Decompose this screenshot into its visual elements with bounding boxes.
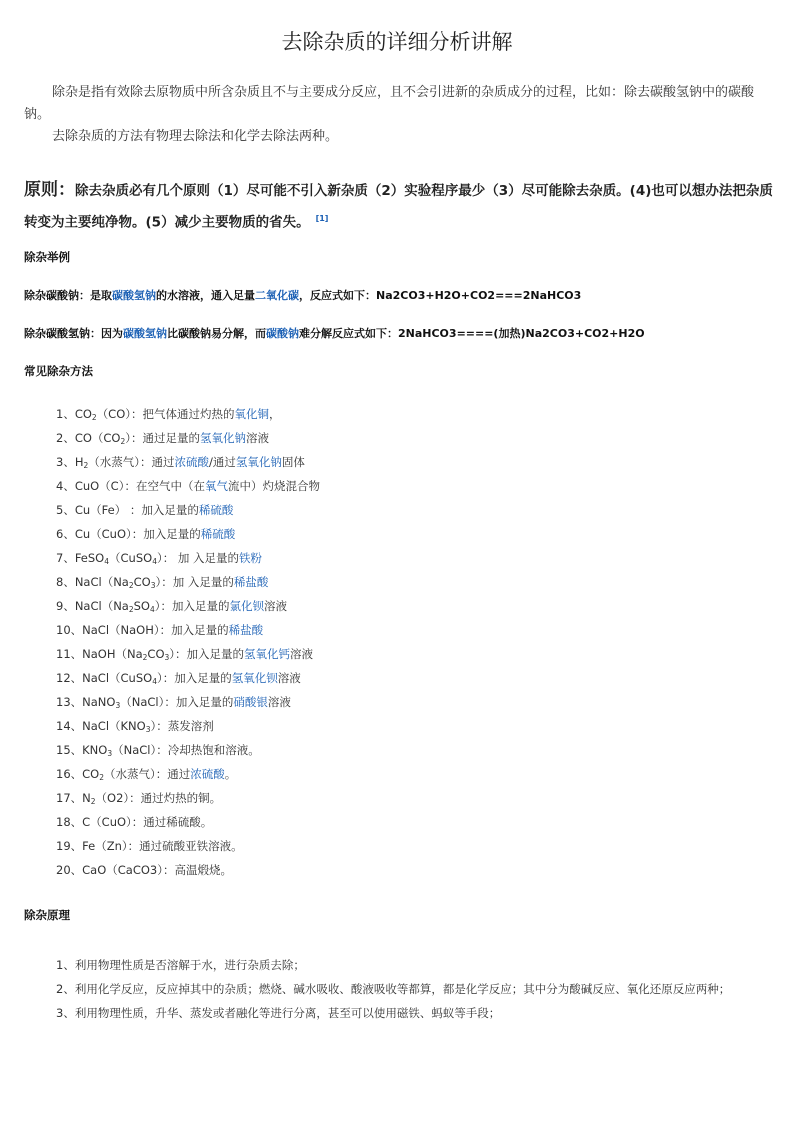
examples-heading: 除杂举例 bbox=[24, 250, 70, 264]
method-text: （水蒸气）：通过 bbox=[104, 767, 191, 781]
subscript: 2 bbox=[128, 581, 134, 590]
method-text: 12、NaCl（CuSO bbox=[56, 671, 153, 685]
method-text: （NaCl）：冷却热饱和溶液。 bbox=[112, 743, 260, 757]
subscript: 2 bbox=[99, 773, 104, 782]
method-item bbox=[56, 738, 776, 762]
example-sodium-bicarbonate bbox=[24, 325, 784, 341]
methods-heading: 常见除杂方法 bbox=[24, 364, 93, 378]
subscript: 2 bbox=[142, 653, 148, 662]
method-text: 1、CO bbox=[56, 407, 92, 421]
method-item bbox=[56, 498, 776, 522]
example-text: 难分解反应式如下：2NaHCO3====(加热)Na2CO3+CO2+H2O bbox=[299, 327, 645, 340]
subscript: 2 bbox=[128, 605, 134, 614]
method-item bbox=[56, 810, 776, 834]
reference-link[interactable]: [1] bbox=[315, 214, 329, 223]
method-text: ）：加入足量的 bbox=[154, 599, 230, 613]
method-item bbox=[56, 786, 776, 810]
intro-paragraph-2: 去除杂质的方法有物理去除法和化学去除法两种。 bbox=[52, 129, 339, 144]
chemical-link[interactable]: 氢氧化钠 bbox=[200, 431, 247, 445]
method-text: 6、Cu（CuO）：加入足量的 bbox=[56, 527, 201, 541]
subscript: 4 bbox=[152, 557, 157, 566]
method-text: 13、NaNO bbox=[56, 695, 116, 709]
method-text: ）：加 入足量的 bbox=[155, 575, 234, 589]
subscript: 4 bbox=[149, 605, 155, 614]
chemical-link[interactable]: 稀盐酸 bbox=[233, 575, 269, 589]
method-item bbox=[56, 834, 776, 858]
method-text: （CuSO bbox=[109, 551, 153, 565]
method-text: ）：加入足量的 bbox=[169, 647, 245, 661]
method-text: SO bbox=[133, 599, 150, 613]
theory-list bbox=[56, 953, 776, 1025]
method-text: （NaCl）：加入足量的 bbox=[120, 695, 234, 709]
method-text: ）： 加 入足量的 bbox=[156, 551, 240, 565]
chemical-link[interactable]: 浓硫酸 bbox=[174, 455, 209, 469]
method-item bbox=[56, 714, 776, 738]
subscript: 3 bbox=[145, 725, 151, 734]
method-text: 7、FeSO bbox=[56, 551, 105, 565]
chemical-link[interactable]: 氢氧化钠 bbox=[235, 455, 282, 469]
method-text: （O2）：通过灼热的铜。 bbox=[95, 791, 222, 805]
method-text: 。 bbox=[224, 767, 237, 781]
chemical-link[interactable]: 硝酸银 bbox=[233, 695, 268, 709]
method-text: 溶液 bbox=[264, 599, 288, 613]
subscript: 3 bbox=[115, 701, 121, 710]
principle-lead: 原则： bbox=[24, 180, 75, 200]
method-text: 11、NaOH（Na bbox=[56, 647, 143, 661]
method-text: 19、Fe（Zn）：通过硫酸亚铁溶液。 bbox=[56, 839, 243, 853]
chemical-link[interactable]: 浓硫酸 bbox=[190, 767, 225, 781]
chemical-link[interactable]: 氢氧化钡 bbox=[231, 671, 278, 685]
chemical-link[interactable]: 稀硫酸 bbox=[200, 527, 236, 541]
subscript: 2 bbox=[91, 413, 97, 422]
chemical-link[interactable]: 氯化钡 bbox=[229, 599, 265, 613]
intro-paragraph-1: 除杂是指有效除去原物质中所含杂质且不与主要成分反应，且不会引进新的杂质成分的过程，比如：除去碳酸氢钠中的碳酸钠。 bbox=[24, 85, 755, 122]
methods-list bbox=[56, 402, 776, 882]
method-item bbox=[56, 762, 776, 786]
theory-item: 1、利用物理性质是否溶解于水，进行杂质去除； bbox=[56, 958, 305, 972]
link-carbon-dioxide[interactable]: 二氧化碳 bbox=[255, 289, 299, 302]
method-item bbox=[56, 450, 776, 474]
example-text: 除杂碳酸氢钠：因为 bbox=[24, 327, 123, 340]
method-text: 流中）灼烧混合物 bbox=[227, 479, 320, 493]
method-text: 3、H bbox=[56, 455, 84, 469]
chemical-link[interactable]: 稀盐酸 bbox=[228, 623, 264, 637]
chemical-link[interactable]: 氧气 bbox=[204, 479, 228, 493]
chemical-link[interactable]: 氢氧化钙 bbox=[244, 647, 291, 661]
example-text: 比碳酸钠易分解，而 bbox=[167, 327, 266, 340]
subscript: 4 bbox=[152, 677, 157, 686]
subscript: 3 bbox=[164, 653, 170, 662]
method-text: 16、CO bbox=[56, 767, 100, 781]
method-item bbox=[56, 474, 776, 498]
subscript: 2 bbox=[120, 437, 126, 446]
method-text: 溶液 bbox=[290, 647, 314, 661]
method-item bbox=[56, 690, 776, 714]
method-item bbox=[56, 402, 776, 426]
method-text: 4、CuO（C）：在空气中（在 bbox=[56, 479, 205, 493]
method-item bbox=[56, 858, 776, 882]
theory-heading: 除杂原理 bbox=[24, 908, 70, 922]
subscript: 2 bbox=[83, 461, 89, 470]
subscript: 4 bbox=[104, 557, 110, 566]
method-item bbox=[56, 570, 776, 594]
example-text: 除杂碳酸钠：是取 bbox=[24, 289, 112, 302]
method-text: 18、C（CuO）：通过稀硫酸。 bbox=[56, 815, 213, 829]
method-text: 溶液 bbox=[277, 671, 301, 685]
method-text: CO bbox=[133, 575, 151, 589]
method-text: ）：蒸发溶剂 bbox=[150, 719, 214, 733]
method-text: 10、NaCl（NaOH）：加入足量的 bbox=[56, 623, 229, 637]
method-text: 2、CO（CO bbox=[56, 431, 121, 445]
method-item bbox=[56, 618, 776, 642]
example-text: ，反应式如下：Na2CO3+H2O+CO2===2NaHCO3 bbox=[299, 289, 582, 302]
link-sodium-bicarbonate[interactable]: 碳酸氢钠 bbox=[112, 289, 156, 302]
method-item bbox=[56, 426, 776, 450]
method-item bbox=[56, 666, 776, 690]
method-text: 9、NaCl（Na bbox=[56, 599, 129, 613]
link-sodium-carbonate[interactable]: 碳酸钠 bbox=[266, 327, 299, 340]
method-text: ）：加入足量的 bbox=[156, 671, 232, 685]
page-title: 去除杂质的详细分析讲解 bbox=[281, 30, 513, 54]
method-text: 溶液 bbox=[267, 695, 291, 709]
method-text: 固体 bbox=[281, 455, 305, 469]
method-item bbox=[56, 522, 776, 546]
method-text: 17、N bbox=[56, 791, 91, 805]
method-text: ， bbox=[269, 407, 281, 421]
method-item bbox=[56, 594, 776, 618]
method-item bbox=[56, 546, 776, 570]
method-text: （水蒸气）：通过 bbox=[88, 455, 175, 469]
chemical-link[interactable]: 氧化铜 bbox=[234, 407, 270, 421]
chemical-link[interactable]: 铁粉 bbox=[239, 551, 263, 565]
method-text: 5、Cu（Fe） ：加入足量的 bbox=[56, 503, 199, 517]
method-text: 8、NaCl（Na bbox=[56, 575, 129, 589]
principle-paragraph bbox=[24, 176, 776, 237]
method-text: 溶液 bbox=[246, 431, 270, 445]
subscript: 3 bbox=[107, 749, 113, 758]
theory-item: 2、利用化学反应，反应掉其中的杂质；燃烧、碱水吸收、酸液吸收等都算，都是化学反应；其中分为酸碱反应、氧化还原反应两种； bbox=[56, 982, 731, 996]
method-text: CO bbox=[147, 647, 165, 661]
example-text: 的水溶液，通入足量 bbox=[156, 289, 255, 302]
example-sodium-carbonate bbox=[24, 287, 784, 303]
chemical-link[interactable]: 稀硫酸 bbox=[198, 503, 234, 517]
method-text: 15、KNO bbox=[56, 743, 108, 757]
method-text: ）：通过足量的 bbox=[125, 431, 201, 445]
method-item bbox=[56, 642, 776, 666]
subscript: 3 bbox=[150, 581, 156, 590]
method-text: 14、NaCl（KNO bbox=[56, 719, 146, 733]
method-text: （CO）：把气体通过灼热的 bbox=[96, 407, 235, 421]
subscript: 2 bbox=[90, 797, 96, 806]
principle-text: 除去杂质必有几个原则（1）尽可能不引入新杂质（2）实验程序最少（3）尽可能除去杂质。(4)也可以想办法把杂质转变为主要纯净物。(5）减少主要物质的省失。 bbox=[24, 183, 773, 231]
theory-item: 3、利用物理性质，升华、蒸发或者融化等进行分离，甚至可以使用磁铁、蚂蚁等手段； bbox=[56, 1006, 501, 1020]
link-sodium-bicarbonate[interactable]: 碳酸氢钠 bbox=[123, 327, 167, 340]
method-text: /通过 bbox=[209, 455, 236, 469]
method-text: 20、CaO（CaCO3）：高温煅烧。 bbox=[56, 863, 232, 877]
